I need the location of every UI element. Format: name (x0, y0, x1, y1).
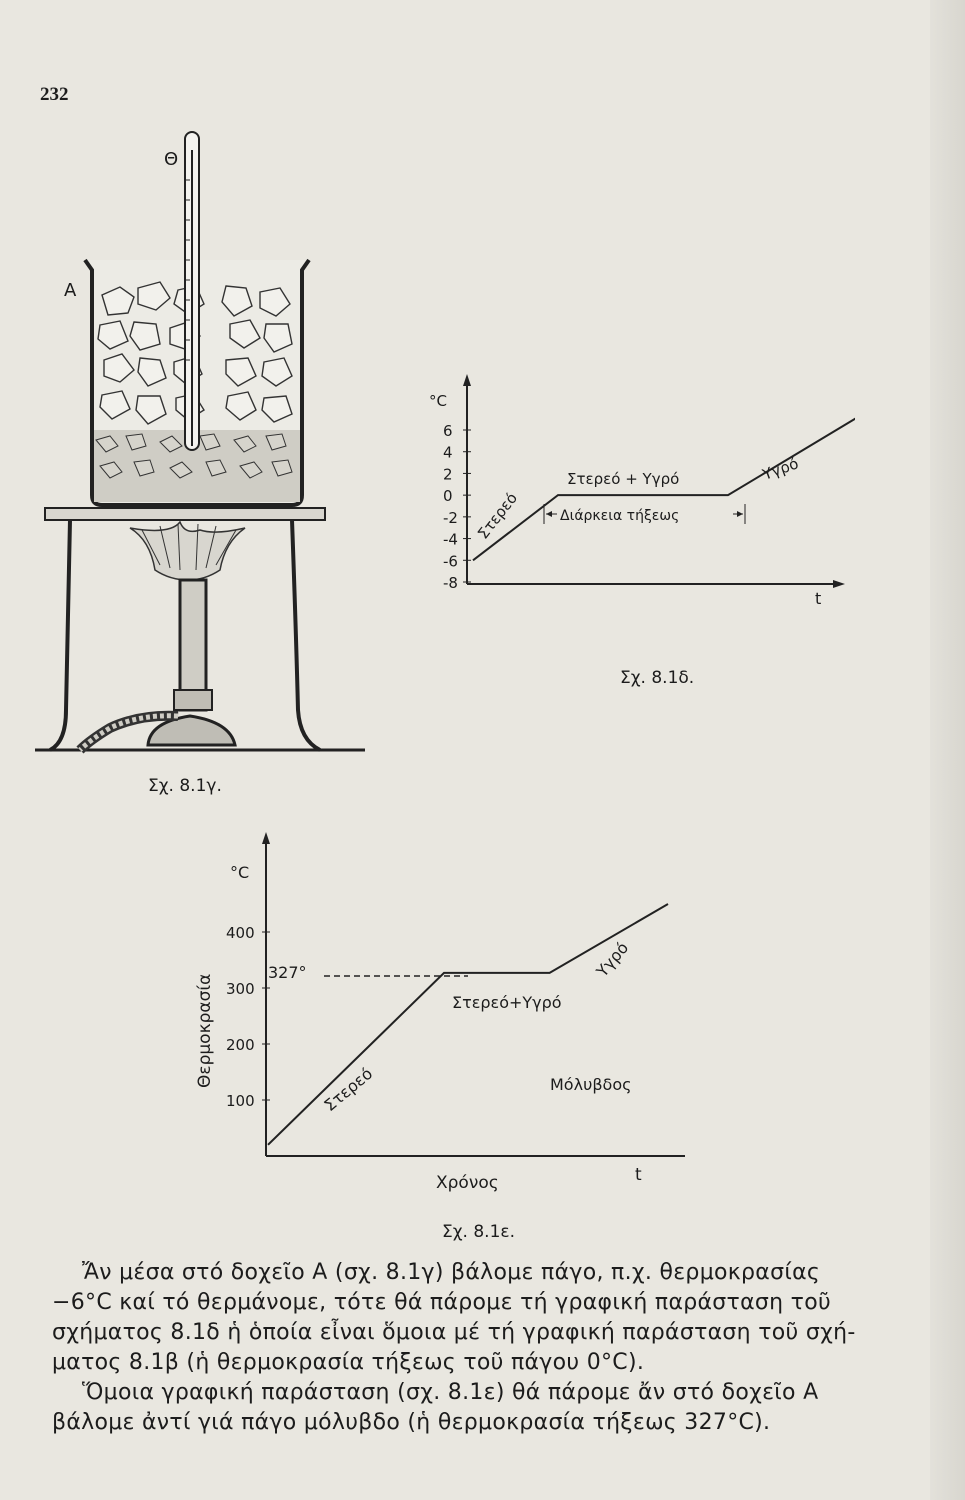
x-axis-label: Χρόνος (436, 1173, 499, 1193)
figure-lead-chart (180, 828, 700, 1198)
body-text (52, 1258, 932, 1438)
text-line: ματος 8.1β (ἡ θερμοκρασία τήξεως τοῦ πάγου 0°C). (52, 1350, 645, 1375)
page-number: 232 (40, 84, 69, 105)
y-arrow (262, 832, 270, 844)
label-solid-liquid: Στερεό + Υγρό (567, 470, 680, 488)
text-line: βάλομε ἀντί γιά πάγο μόλυβδο (ἡ θερμοκρασία τήξεως 327°C). (52, 1410, 771, 1435)
text-line: Ἄν μέσα στό δοχεῖο Α (σχ. 8.1γ) βάλομε πάγο, π.χ. θερμοκρασίας (82, 1260, 821, 1285)
y-arrow (463, 374, 471, 386)
y-tick-label: -2 (443, 508, 458, 527)
label-solid-liquid: Στερεό+Υγρό (452, 993, 562, 1012)
tripod-leg-left (50, 520, 70, 750)
label-liquid: Υγρό (592, 938, 633, 981)
figure-d-caption: Σχ. 8.1δ. (620, 668, 695, 688)
y-unit: °C (230, 863, 250, 882)
paragraph-2 (52, 1378, 932, 1438)
text-line: σχήματος 8.1δ ἡ ὁποία εἶναι ὅμοια μέ τή γραφική παράσταση τοῦ σχή- (52, 1320, 856, 1345)
label-liquid: Υγρό (760, 454, 801, 484)
y-ticks (226, 924, 270, 1110)
text-line: −6°C καί τό θερμάνομε, τότε θά πάρομε τή γραφική παράσταση τοῦ (52, 1290, 832, 1315)
x-axis-symbol: t (635, 1165, 642, 1185)
y-tick-label: 6 (443, 422, 453, 440)
flame-icon (130, 522, 245, 580)
text-line: Ὅμοια γραφική παράσταση (σχ. 8.1ε) θά πάρομε ἄν στό δοχεῖο Α (82, 1380, 819, 1405)
y-tick-label: -8 (443, 574, 458, 592)
y-tick-label: 0 (443, 487, 453, 506)
y-tick-label: 100 (226, 1092, 255, 1110)
y-tick-label: -6 (443, 552, 458, 571)
x-label: t (815, 589, 822, 608)
y-tick-label: 2 (443, 465, 453, 484)
melting-point-label: 327° (268, 963, 307, 982)
y-tick-label: 200 (226, 1036, 255, 1054)
figure-c-caption: Σχ. 8.1γ. (148, 776, 222, 796)
figure-apparatus (30, 110, 375, 770)
vessel-label: Α (64, 280, 77, 301)
y-tick-label: 4 (443, 443, 453, 462)
label-melting-duration: Διάρκεια τήξεως (560, 508, 680, 524)
y-tick-label: -4 (443, 530, 458, 549)
figure-e-caption: Σχ. 8.1ε. (442, 1222, 515, 1242)
page-edge-shadow (930, 0, 965, 1500)
y-tick-label: 300 (226, 980, 255, 998)
x-arrow (833, 580, 845, 588)
y-tick-label: 400 (226, 924, 255, 942)
thermometer-label: Θ (164, 149, 179, 170)
y-axis-label: Θερμοκρασία (195, 973, 215, 1088)
figure-ice-chart (415, 372, 855, 612)
tripod-leg-right (292, 520, 320, 750)
paragraph-1 (52, 1258, 932, 1378)
wire-gauze (45, 508, 325, 520)
label-solid: Στερεό (473, 489, 522, 543)
label-solid: Στερεό (320, 1063, 377, 1116)
label-material: Μόλυβδος (550, 1075, 632, 1094)
y-unit: °C (429, 392, 447, 410)
